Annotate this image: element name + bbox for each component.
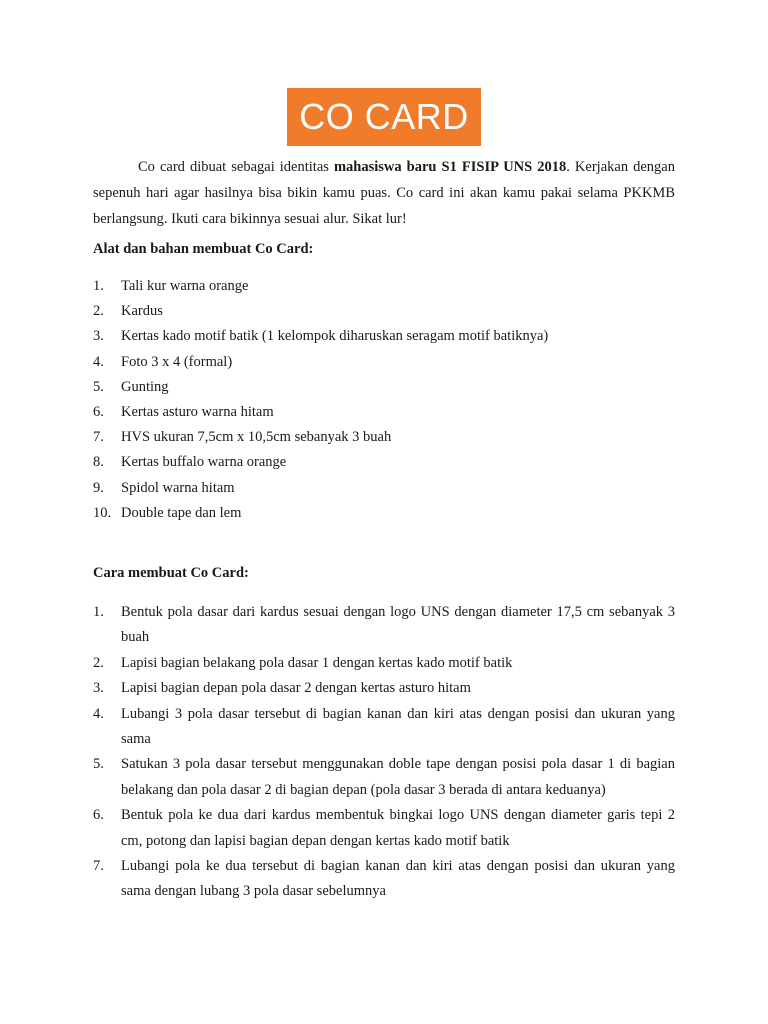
material-item-number: 8. <box>93 454 104 471</box>
material-item-number: 5. <box>93 378 104 395</box>
step-item-number: 7. <box>93 858 104 875</box>
step-item <box>93 854 675 905</box>
material-item-text: Double tape dan lem <box>121 504 242 521</box>
step-item-number: 4. <box>93 705 104 722</box>
step-item-text: Bentuk pola ke dua dari kardus membentuk bingkai logo UNS dengan diameter garis tepi 2 cm, potong dan lapisi bagian depan dengan kertas kado motif batik <box>121 807 675 849</box>
title-banner <box>287 88 481 146</box>
intro-text-2: . Kerjakan dengan sepenuh hari agar hasilnya bisa bikin kamu puas. Co card ini akan kamu pakai selama PKKMB berlangsung. Ikuti cara bikinnya sesuai alur. Sikat lur! <box>93 159 675 227</box>
material-item-text: Spidol warna hitam <box>121 479 235 496</box>
material-item-text: Kertas asturo warna hitam <box>121 403 274 420</box>
intro-bold-text: mahasiswa baru S1 FISIP UNS 2018 <box>333 159 567 175</box>
material-item <box>93 377 675 402</box>
material-item <box>93 427 675 452</box>
material-item <box>93 301 675 326</box>
material-item <box>93 452 675 477</box>
page-title: CO CARD <box>299 96 469 137</box>
step-item-text: Satukan 3 pola dasar tersebut menggunakan doble tape dengan posisi pola dasar 1 di bagian belakang dan pola dasar 2 di bagian depan (pola dasar 3 berada di antara keduanya) <box>121 756 675 798</box>
step-item <box>93 803 675 854</box>
step-item-number: 3. <box>93 680 104 697</box>
step-item <box>93 676 675 701</box>
step-item-number: 6. <box>93 807 104 824</box>
material-item-text: Kertas buffalo warna orange <box>121 454 287 471</box>
step-item <box>93 702 675 753</box>
step-item <box>93 600 675 651</box>
intro-paragraph <box>93 154 675 232</box>
material-item-text: HVS ukuran 7,5cm x 10,5cm sebanyak 3 buah <box>121 429 392 446</box>
steps-heading: Cara membuat Co Card: <box>93 565 249 581</box>
material-item-number: 3. <box>93 328 104 345</box>
step-item-text: Lubangi 3 pola dasar tersebut di bagian kanan dan kiri atas dengan posisi dan ukuran yang sama <box>121 705 675 748</box>
step-item-text: Bentuk pola dasar dari kardus sesuai dengan logo UNS dengan diameter 17,5 cm sebanyak 3 buah <box>121 604 675 646</box>
material-item-text: Kertas kado motif batik (1 kelompok diharuskan seragam motif batiknya) <box>121 328 549 345</box>
step-item-text: Lapisi bagian depan pola dasar 2 dengan kertas asturo hitam <box>121 680 471 697</box>
material-item <box>93 503 675 528</box>
material-item <box>93 276 675 301</box>
material-item-number: 7. <box>93 429 104 446</box>
step-item-text: Lapisi bagian belakang pola dasar 1 dengan kertas kado motif batik <box>121 654 513 671</box>
material-item <box>93 478 675 503</box>
material-item-number: 6. <box>93 403 104 420</box>
step-item-number: 2. <box>93 654 104 671</box>
step-item-text: Lubangi pola ke dua tersebut di bagian kanan dan kiri atas dengan posisi dan ukuran yang sama dengan lubang 3 pola dasar sebelumnya <box>121 858 675 900</box>
material-item-text: Gunting <box>121 378 169 395</box>
material-item <box>93 402 675 427</box>
materials-list <box>93 276 675 528</box>
material-item-text: Kardus <box>121 303 163 320</box>
material-item-text: Tali kur warna orange <box>121 278 249 294</box>
material-item-number: 1. <box>93 278 104 294</box>
step-item <box>93 651 675 676</box>
material-item-number: 2. <box>93 303 104 320</box>
step-item <box>93 752 675 803</box>
step-item-number: 1. <box>93 604 104 620</box>
step-item-number: 5. <box>93 756 104 773</box>
material-item <box>93 326 675 351</box>
materials-heading: Alat dan bahan membuat Co Card: <box>93 241 314 257</box>
material-item <box>93 352 675 377</box>
steps-list <box>93 600 675 905</box>
material-item-number: 4. <box>93 353 104 370</box>
material-item-number: 9. <box>93 479 104 496</box>
intro-text-1: Co card dibuat sebagai identitas <box>138 159 334 175</box>
material-item-text: Foto 3 x 4 (formal) <box>121 353 233 370</box>
material-item-number: 10. <box>93 504 112 521</box>
